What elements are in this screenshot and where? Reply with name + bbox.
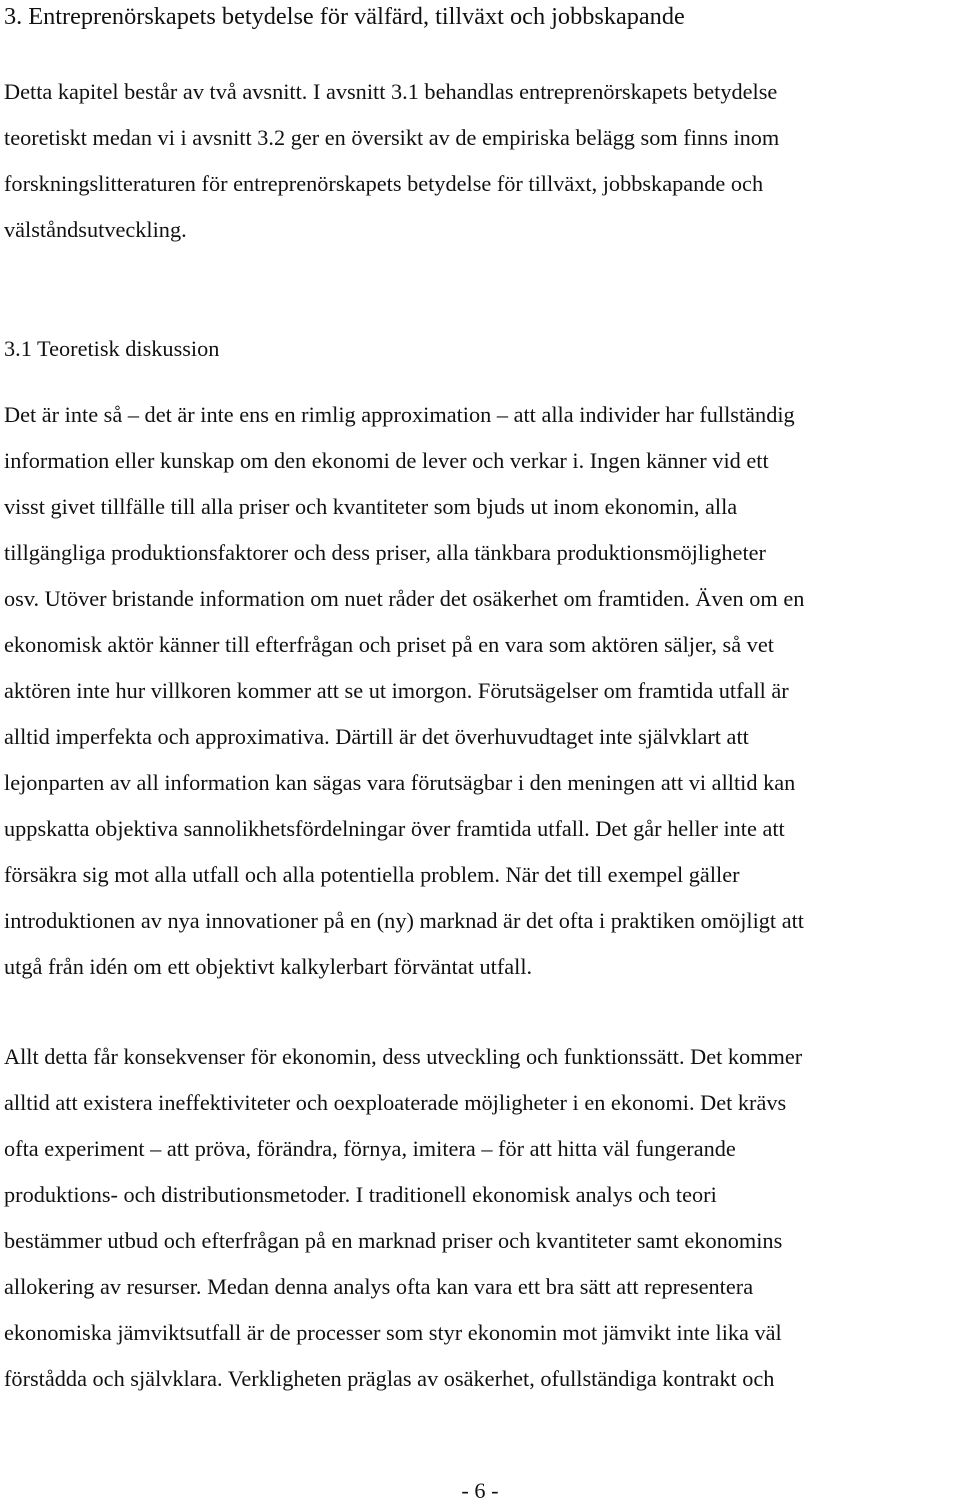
chapter-title: 3. Entreprenörskapets betydelse för välfärd, tillväxt och jobbskapande — [4, 3, 685, 30]
paragraph-line: ofta experiment – att pröva, förändra, förnya, imitera – för att hitta väl fungerande — [4, 1136, 736, 1161]
paragraph-line: bestämmer utbud och efterfrågan på en marknad priser och kvantiteter samt ekonomins — [4, 1228, 783, 1253]
paragraph-line: lejonparten av all information kan sägas vara förutsägbar i den meningen att vi alltid kan — [4, 770, 796, 795]
paragraph-line: introduktionen av nya innovationer på en (ny) marknad är det ofta i praktiken omöjligt att — [4, 908, 804, 933]
paragraph-line: Allt detta får konsekvenser för ekonomin, dess utveckling och funktionssätt. Det kommer — [4, 1044, 803, 1069]
page-number: - 6 - — [461, 1478, 499, 1503]
paragraph-line: osv. Utöver bristande information om nuet råder det osäkerhet om framtiden. Även om en — [4, 586, 805, 611]
paragraph-line: produktions- och distributionsmetoder. I traditionell ekonomisk analys och teori — [4, 1182, 717, 1207]
paragraph-line: utgå från idén om ett objektivt kalkylerbart förväntat utfall. — [4, 954, 533, 979]
paragraph-line: ekonomisk aktör känner till efterfrågan och priset på en vara som aktören säljer, så vet — [4, 632, 774, 657]
paragraph-line: aktören inte hur villkoren kommer att se ut imorgon. Förutsägelser om framtida utfall är — [4, 678, 789, 703]
paragraph-line: allokering av resurser. Medan denna analys ofta kan vara ett bra sätt att representera — [4, 1274, 754, 1299]
paragraph-line: Det är inte så – det är inte ens en rimlig approximation – att alla individer har fullständig — [4, 402, 795, 427]
paragraph-line: förstådda och självklara. Verkligheten präglas av osäkerhet, ofullständiga kontrakt och — [4, 1366, 775, 1391]
intro-line: teoretiskt medan vi i avsnitt 3.2 ger en översikt av de empiriska belägg som finns inom — [4, 125, 780, 150]
paragraph-line: ekonomiska jämviktsutfall är de processer som styr ekonomin mot jämvikt inte lika väl — [4, 1320, 782, 1345]
intro-line: forskningslitteraturen för entreprenörskapets betydelse för tillväxt, jobbskapande och — [4, 171, 764, 196]
paragraph-line: alltid att existera ineffektiviteter och oexploaterade möjligheter i en ekonomi. Det krävs — [4, 1090, 787, 1115]
section-heading: 3.1 Teoretisk diskussion — [4, 336, 220, 361]
paragraph-line: visst givet tillfälle till alla priser och kvantiteter som bjuds ut inom ekonomin, alla — [4, 494, 738, 519]
paragraph-line: tillgängliga produktionsfaktorer och dess priser, alla tänkbara produktionsmöjligheter — [4, 540, 766, 565]
paragraph-line: uppskatta objektiva sannolikhetsfördelningar över framtida utfall. Det går heller inte att — [4, 816, 785, 841]
intro-line: välståndsutveckling. — [4, 217, 187, 242]
paragraph-line: alltid imperfekta och approximativa. Därtill är det överhuvudtaget inte självklart att — [4, 724, 749, 749]
intro-line: Detta kapitel består av två avsnitt. I avsnitt 3.1 behandlas entreprenörskapets betydelse — [4, 79, 778, 104]
paragraph-line: information eller kunskap om den ekonomi de lever och verkar i. Ingen känner vid ett — [4, 448, 769, 473]
paragraph-line: försäkra sig mot alla utfall och alla potentiella problem. När det till exempel gäller — [4, 862, 740, 887]
